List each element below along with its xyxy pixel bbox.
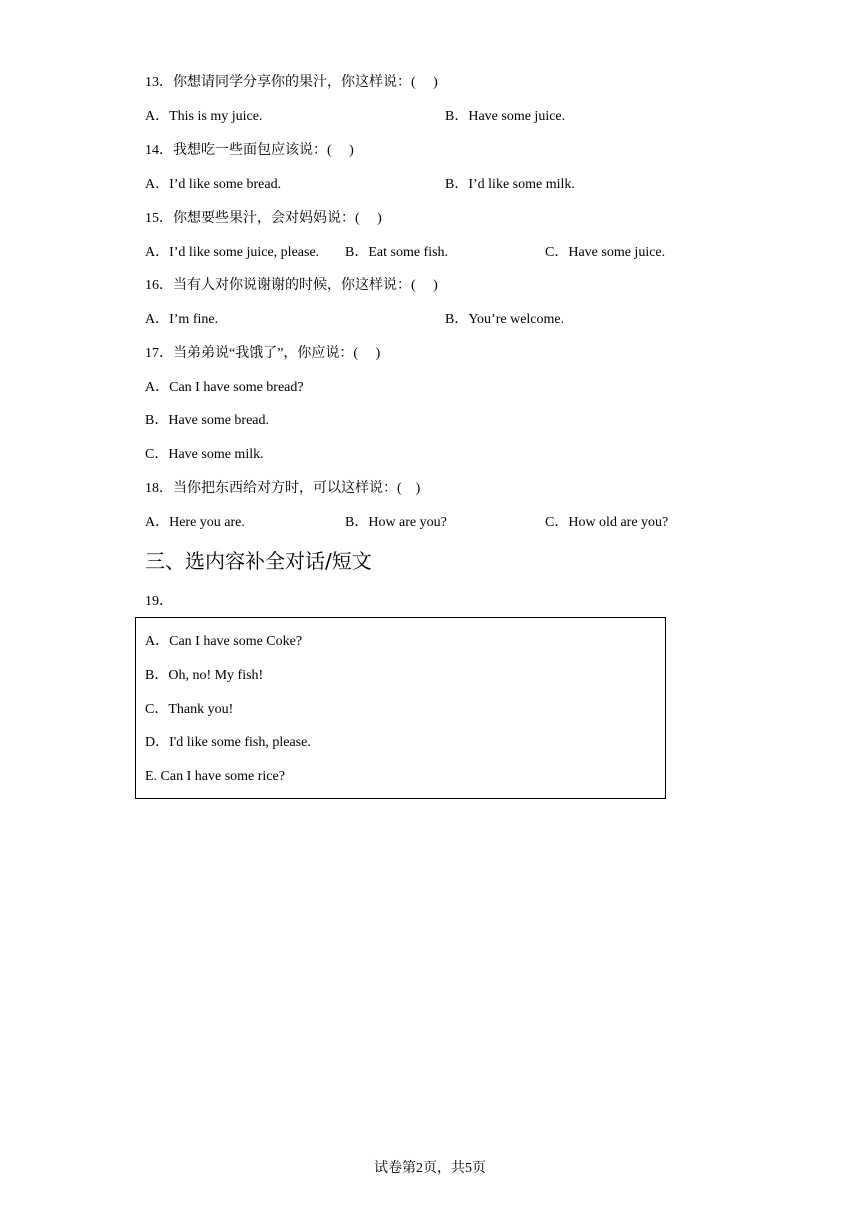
question-14-option-b: B．I’d like some milk.: [445, 177, 575, 192]
question-16-stem: 16．当有人对你说谢谢的时候，你这样说：( ): [145, 278, 438, 293]
question-13-option-b: B．Have some juice.: [445, 109, 566, 124]
question-14-stem: 14．我想吃一些面包应该说：( ): [145, 143, 354, 158]
box-option-e: E. Can I have some rice?: [145, 769, 285, 784]
question-17-option-b: B．Have some bread.: [145, 413, 270, 428]
question-18-option-a: A．Here you are.: [145, 515, 245, 530]
question-19-number: 19．: [145, 594, 173, 609]
question-17-stem: 17．当弟弟说“我饿了”，你应说：( ): [145, 346, 381, 361]
options-box: [135, 617, 666, 799]
question-17-option-c: C．Have some milk.: [145, 447, 264, 462]
question-15-option-c: C．Have some juice.: [545, 245, 666, 260]
question-13-stem: 13．你想请同学分享你的果汁，你这样说：( ): [145, 75, 438, 90]
question-17-option-a: A．Can I have some bread?: [145, 380, 304, 395]
box-option-c: C．Thank you!: [145, 702, 234, 717]
question-15-stem: 15．你想要些果汁，会对妈妈说：( ): [145, 211, 382, 226]
box-option-a: A．Can I have some Coke?: [145, 634, 303, 649]
question-15-option-a: A．I’d like some juice, please.: [145, 245, 320, 260]
question-18-stem: 18．当你把东西给对方时，可以这样说：( ): [145, 481, 421, 496]
page-footer: 试卷第2页，共5页: [374, 1161, 486, 1176]
question-18-option-c: C．How old are you?: [545, 515, 669, 530]
box-option-b: B．Oh, no! My fish!: [145, 668, 264, 683]
question-15-option-b: B．Eat some fish.: [345, 245, 449, 260]
question-16-option-b: B．You’re welcome.: [445, 312, 565, 327]
question-18-option-b: B．How are you?: [345, 515, 447, 530]
question-14-option-a: A．I’d like some bread.: [145, 177, 282, 192]
question-16-option-a: A．I’m fine.: [145, 312, 219, 327]
question-13-option-a: A．This is my juice.: [145, 109, 263, 124]
box-option-d: D．I'd like some fish, please.: [145, 735, 311, 750]
section-heading: 三、选内容补全对话/短文: [145, 549, 372, 573]
